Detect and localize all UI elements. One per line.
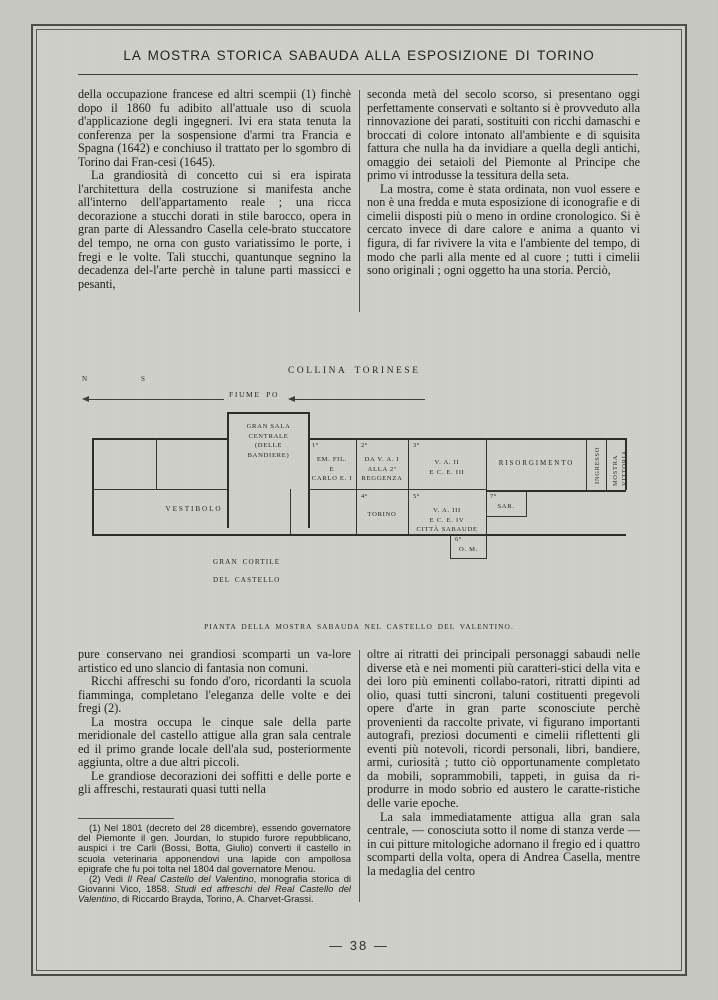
wall-room-6-right [486,534,487,558]
footnote-2-title-2: Studi ed affreschi del Real Castello del Valentino [78,883,351,905]
room-number-4: 4° [361,493,368,500]
room-label-mostra-vittoria-line-2: VITTORIA [621,449,628,486]
footnote-2-part-3: , di Riccardo Brayda, Torino, A. Charvet-Grassi. [116,893,314,905]
gran-cortile-line-1: GRAN CORTILE [213,558,281,566]
footnote-2-title-1: Il Real Castello del Valentino [127,873,254,885]
vestibolo-line-1: VESTIBOLO [165,505,223,513]
wall-room-7-bottom [486,516,527,517]
room-3-line-2: E C. E. III [429,468,465,476]
room-number-3: 3° [413,442,420,449]
room-number-1: 1° [312,442,319,449]
room-label-5 [409,506,485,535]
column-divider [359,90,360,312]
room-label-2 [358,455,406,484]
page-header [0,48,718,63]
title-rule [78,74,638,75]
paragraph: oltre ai ritratti dei principali personaggi sabaudi nelle diverse età e nei momenti più caratteri-stici della vita e dei loro più eminenti collabo-ratori, ritratti dipinti ad olio, quasi tutti sincroni, taluni costituenti pregevoli opere d'arte in gran parte sconosciute perchè provenienti da raccolte private, vi figurano importanti autografi, preziosi documenti e cimelii riflettenti gli eventi più notevoli, ricordi personali, libri, bandiere, armi, curiosità ; tutto ciò opportunamente completato da mobili, soprammobili, tappeti, in guisa da ri-produrre in modo sobrio ed austero le caratte-ristiche delle varie epoche. [367,647,640,811]
room-5-line-2: E C. E. IV [429,516,465,524]
fiume-po-label: FIUME PO [229,390,280,399]
gran-sala-line-3: (DELLE [254,442,283,450]
footnote-2-part-2: , monografia storica di Giovanni Vico, 1858. [78,873,351,895]
top-left-column [78,88,351,291]
gran-sala-line-2: CENTRALE [248,432,289,440]
room-label-1 [309,455,355,484]
wall-west-partition-1 [156,438,157,489]
room-1-line-3: CARLO E. I [311,475,353,483]
risorgimento-line-1: RISORGIMENTO [498,459,575,467]
page-number: — 38 — [329,938,389,953]
room-label-3 [410,458,484,477]
room-number-7: 7° [490,493,497,500]
wall-vestibolo-bottom [92,534,290,536]
room-label-mostra-vittoria-line-1: MOSTRA [612,454,619,486]
room-1-line-1: EM. FIL. [316,456,348,463]
room-2-line-3: REGGENZA [361,475,403,483]
wall-ingresso-left [586,438,587,490]
room-number-5: 5° [413,493,420,500]
room-5-line-3: CITTÀ SABAUDE [416,526,478,534]
footnote-rule [78,818,174,819]
room-label-ingresso: INGRESSO [594,446,601,484]
paragraph: Ricchi affreschi su fondo d'oro, ricordanti la scuola fiamminga, completano l'eleganza delle volte e dei fregi (2). [78,674,351,716]
river-arrow-line-right [295,399,425,400]
room-label-6 [451,545,486,555]
paragraph: della occupazione francese ed altri scempii (1) finchè dopo il 1860 fu adibito all'attuale uso di scuola d'applicazione degli ingegneri. Ivi era stata tenuta la conferenza per la sospensione d'armi tra Francia e Spagna (1642) e conchiuso il trattato per lo sgombro di Torino dai Fran-cesi (1645). [78,87,351,169]
wall-west-wing-top [92,438,228,440]
compass-south-label: S [141,375,146,383]
paragraph: La grandiosità di concetto cui si era ispirata l'architettura della costruzione si manifesta anche all'interno dell'appartamento reale ; una ricca decorazione a stucchi dorati in stile barocco, opera in gran parte di Alessandro Casella cele-brato stuccatore del tempo, ne orna con gusto variatissimo le porte, i fregi e le volte. Tali stucchi, quantunque segnino la decadenza del-l'arte perchè in talune parti massicci e pesanti, [78,168,351,291]
paragraph: pure conservano nei grandiosi scomparti un va-lore artistico ed uno slancio di fantasia non comuni. [78,647,351,675]
room-6-line-1: O. M. [458,546,479,553]
floor-plan-figure [74,360,644,640]
room-label-7 [487,502,525,512]
wall-gran-sala-top [227,412,309,414]
paragraph: Le grandiose decorazioni dei soffitti e delle porte e gli affreschi, restaurati quasi tutti nella [78,768,351,797]
column-divider [359,650,360,902]
footnote-1: (1) Nel 1801 (decreto del 28 dicembre), essendo governatore del Piemonte il gen. Jourdan, lo stupido furore repubblicano, auspici i tre Carli (Bossi, Botta, Giulio) converti il castello in scuola veterinaria apponendovi una lapide con ampollosa epigrafe che fu poi tolta nel 1804 dal governatore Menou. [78,822,351,874]
gran-cortile-line-2: DEL CASTELLO [213,576,281,584]
collina-torinese-label: COLLINA TORINESE [288,366,421,376]
compass-north-label: N [82,375,88,383]
room-number-6: 6° [455,536,462,543]
paragraph: La sala immediatamente attigua alla gran sala centrale, — conosciuta sotto il nome di stanza verde — in cui pitture mitologiche adornano il fregio ed i quattro scomparti della volta, opera di Andrea Casella, mentre la medaglia del centro [367,809,640,878]
page-title: LA MOSTRA STORICA SABAUDA ALLA ESPOSIZIONE DI TORINO [123,48,595,63]
room-label-vestibolo [114,505,274,515]
river-arrow-head-left [82,396,89,402]
room-number-2: 2° [361,442,368,449]
room-2-line-1: DA V. A. I [364,456,400,463]
bottom-right-column [367,648,640,878]
river-arrow-head-right [288,396,295,402]
river-arrow-line-left [89,399,224,400]
top-right-column [367,88,640,291]
room-2-line-2: ALLA 2ª [367,465,397,473]
wall-room-3-risorgimento-divider [486,438,487,535]
footnote-2 [78,874,351,905]
wall-ingresso-right [606,438,607,490]
room-label-4 [358,510,406,520]
paragraph: seconda metà del secolo scorso, si presentano oggi perfettamente conservati e soltanto si è provveduto alla rinnovazione dei parati, sostituiti con ricchi damaschi e broccati di colore intonato all'ambiente e di squisita fattura che nulla ha da invidiare a quella degli antichi, omaggio dei setaioli del Piemonte al Principe che primo vi introdusse la tessitura della seta. [367,87,640,183]
room-label-gran-sala [229,422,308,460]
figure-caption: PIANTA DELLA MOSTRA SABAUDA NEL CASTELLO DEL VALENTINO. [204,622,514,631]
room-4-line-1: TORINO [367,511,397,518]
footnotes [78,823,351,905]
wall-vestibolo-right [290,489,291,535]
wall-room-1-2-divider [356,438,357,535]
room-7-line-1: SAR. [497,503,515,510]
wall-west-partition-h [92,489,228,490]
wall-room-6-bottom [450,558,487,559]
room-3-line-1: V. A. II [434,459,460,466]
paragraph: La mostra occupa le cinque sale della parte meridionale del castello attigue alla gran sala centrale ed il primo grande locale dell'ala sud, posteriormente aggiunta, oltre a due altri piccoli. [78,714,351,770]
room-1-line-2: E [329,465,335,473]
wall-room-7-right [526,490,527,516]
paragraph: La mostra, come è stata ordinata, non vuol essere e non è una fredda e muta esposizione di iconografie e di cimelii disposti più o meno in ordine cronologico. Si è cercato invece di dare calore e anima a quanto vi figura, di far rivivere la vita e l'ambiente del tempo, di modo che parli alla mente ed al cuore ; tutti i cimelii sono originali ; ogni oggetto ha una storia. Perciò, [367,181,640,278]
wall-room-7-top [486,490,526,491]
wall-west-outer [92,438,94,535]
room-5-line-1: V. A. III [433,507,461,514]
gran-sala-line-1: GRAN SALA [246,423,291,430]
room-label-risorgimento [487,459,586,469]
footnote-2-part-1: (2) Vedi [89,873,128,885]
wall-room-row-divider [308,489,486,490]
gran-sala-line-4: BANDIERE) [247,451,290,459]
